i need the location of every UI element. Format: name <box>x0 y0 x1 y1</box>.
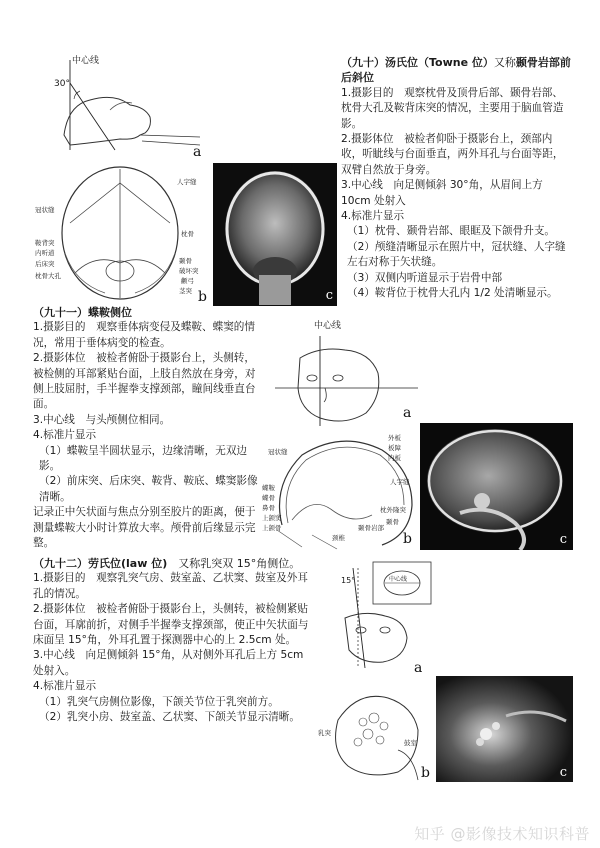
label-foramen-magnum: 枕骨大孔 <box>35 272 61 280</box>
towne-figure-a <box>50 55 210 160</box>
section-92-title: （九十二）劳氏位(law 位) 又称乳突双 15°角侧位。 <box>33 557 301 570</box>
label-petrous: 颞骨岩部 <box>358 524 384 532</box>
purpose-paragraph: 1.摄影目的 观察垂体病变侵及蝶鞍、蝶窦的情况，常用于垂体病变的检查。 <box>33 321 255 349</box>
angle-label: 30° <box>54 79 70 89</box>
law-xray-image <box>436 676 573 782</box>
label-styloid: 茎突 <box>179 287 192 295</box>
center-line-label: 中心线 <box>72 56 100 66</box>
list-item: （1）枕骨、颞骨岩部、眼眶及下颌骨升支。 <box>347 225 556 238</box>
label-tympanum: 鼓室 <box>404 739 417 747</box>
list-item: （1）乳突气房侧位影像，下颌关节位于乳突前方。 <box>39 695 279 708</box>
label-diploe: 板障 <box>388 444 401 452</box>
figure-label: c <box>559 765 567 780</box>
watermark: 知乎 @影像技术知识科普 <box>414 825 590 843</box>
figure-label: a <box>414 660 423 676</box>
label-process: 破坏突 <box>179 267 199 275</box>
figure-label: b <box>421 765 430 781</box>
purpose-paragraph: 1.摄影目的 观察乳突气房、鼓室盖、乙状窦、鼓室及外耳孔的情况。 <box>33 572 308 600</box>
label-coronal: 冠状缝 <box>35 206 55 214</box>
list-item: （2）颅缝清晰显示在照片中，冠状缝、人字缝左右对称于矢状缝。 <box>347 240 566 269</box>
label-temporal: 颞骨 <box>386 518 399 526</box>
label-ext-occ: 枕外隆突 <box>380 506 406 514</box>
center-line-paragraph: 3.中心线 与头颅侧位相同。 <box>33 413 171 426</box>
label-maxillary-sinus: 上颌窦 <box>262 514 282 522</box>
sella-figure-b-diagram <box>262 425 420 551</box>
sella-figure-a <box>270 318 420 428</box>
label-outer-table: 外板 <box>388 434 401 442</box>
standard-display-heading: 4.标准片显示 <box>33 429 97 442</box>
sella-xray-image <box>420 423 573 550</box>
label-zygomatic: 颧弓 <box>181 277 194 285</box>
position-paragraph: 2.摄影体位 被检者俯卧于摄影台上，头侧转，被检侧紧贴台面，耳廓前折，对侧手半握拳支撑颈部，使正中矢状面与床面呈 15°角，外耳孔置于探测器中心的上 2.5cm 处。 <box>33 603 309 647</box>
position-paragraph: 2.摄影体位 被检者俯卧于摄影台上，头侧转，被检侧的耳部紧贴台面，上肢自然放在身旁，对侧上肢屈肘，手半握拳支撑颈部，瞳间线垂直台面。 <box>33 352 256 411</box>
label-coronal: 冠状缝 <box>268 448 288 456</box>
position-paragraph: 2.摄影体位 被检者仰卧于摄影台上，颈部内收，听眦线与台面垂直，两外耳孔与台面等距，双臂自然放于身旁。 <box>341 133 564 176</box>
list-item: （2）乳突小房、鼓室盖、乙状窦、下颌关节显示清晰。 <box>39 711 300 724</box>
center-line-paragraph: 3.中心线 向足侧倾斜 15°角，从对侧外耳孔后上方 5cm 处射入。 <box>33 649 304 677</box>
standard-display-list <box>33 444 258 506</box>
law-figure-a <box>325 558 435 670</box>
figure-label: c <box>325 288 333 303</box>
standard-display-list <box>33 695 315 726</box>
center-line-label: 中心线 <box>314 321 342 331</box>
label-sphenoid: 蝶骨 <box>262 494 275 502</box>
center-line-paragraph: 3.中心线 向足侧倾斜 30°角，从眉间上方 10cm 处射入 <box>341 179 543 207</box>
towne-figure-b-diagram <box>35 163 210 303</box>
section-91-text <box>33 305 258 552</box>
label-lambdoid: 人字缝 <box>390 478 410 486</box>
list-item: （4）鞍背位于枕骨大孔内 1/2 处清晰显示。 <box>347 287 558 300</box>
label-dorsum: 鞍背突 <box>35 239 55 247</box>
label-iam: 内听道 <box>35 249 55 257</box>
label-temporal: 颞骨 <box>179 257 192 265</box>
label-occipital: 枕骨 <box>181 230 194 238</box>
standard-display-heading: 4.标准片显示 <box>33 680 97 693</box>
label-lambdoid: 人字缝 <box>177 178 197 186</box>
label-nasal: 鼻骨 <box>262 504 275 512</box>
angle-label: 15° <box>341 576 356 585</box>
standard-display-heading: 4.标准片显示 <box>341 210 405 223</box>
label-maxilla: 上颌骨 <box>262 524 282 532</box>
list-item: （3）双侧内听道显示于岩骨中部 <box>347 271 503 284</box>
label-cervical: 颈椎 <box>332 534 345 542</box>
section-91-title: （九十一）蝶鞍侧位 <box>33 306 132 319</box>
label-sella: 蝶鞍 <box>262 484 275 492</box>
note-paragraph: 记录正中矢状面与焦点分别至胶片的距离，便于测量蝶鞍大小时计算放大率。颅骨前后缘显示完整。 <box>33 506 256 550</box>
figure-label: a <box>193 144 202 160</box>
inner-label: 中心线 <box>389 576 408 583</box>
purpose-paragraph: 1.摄影目的 观察枕骨及顶骨后部、颞骨岩部、枕骨大孔及鞍背床突的情况，主要用于脑血管造影。 <box>341 86 564 130</box>
label-posterior-clinoid: 后床突 <box>35 260 55 268</box>
figure-label: a <box>403 405 412 421</box>
figure-label: b <box>198 289 207 305</box>
section-92-text <box>33 556 315 725</box>
list-item: （1）蝶鞍呈半圆状显示，边缘清晰，无双边影。 <box>39 444 248 473</box>
figure-label: c <box>559 532 567 547</box>
label-mastoid: 乳突 <box>318 729 331 737</box>
section-90-title: （九十）汤氏位（Towne 位）又称颞骨岩部前后斜位 <box>341 56 571 85</box>
law-figure-b-diagram <box>318 680 434 786</box>
figure-label: b <box>403 531 412 547</box>
list-item: （2）前床突、后床突、鞍背、鞍底、蝶窦影像清晰。 <box>39 475 258 503</box>
standard-display-list <box>341 224 573 301</box>
label-inner-table: 内板 <box>388 454 401 462</box>
section-90-text <box>341 55 573 302</box>
towne-xray-image <box>213 163 337 306</box>
